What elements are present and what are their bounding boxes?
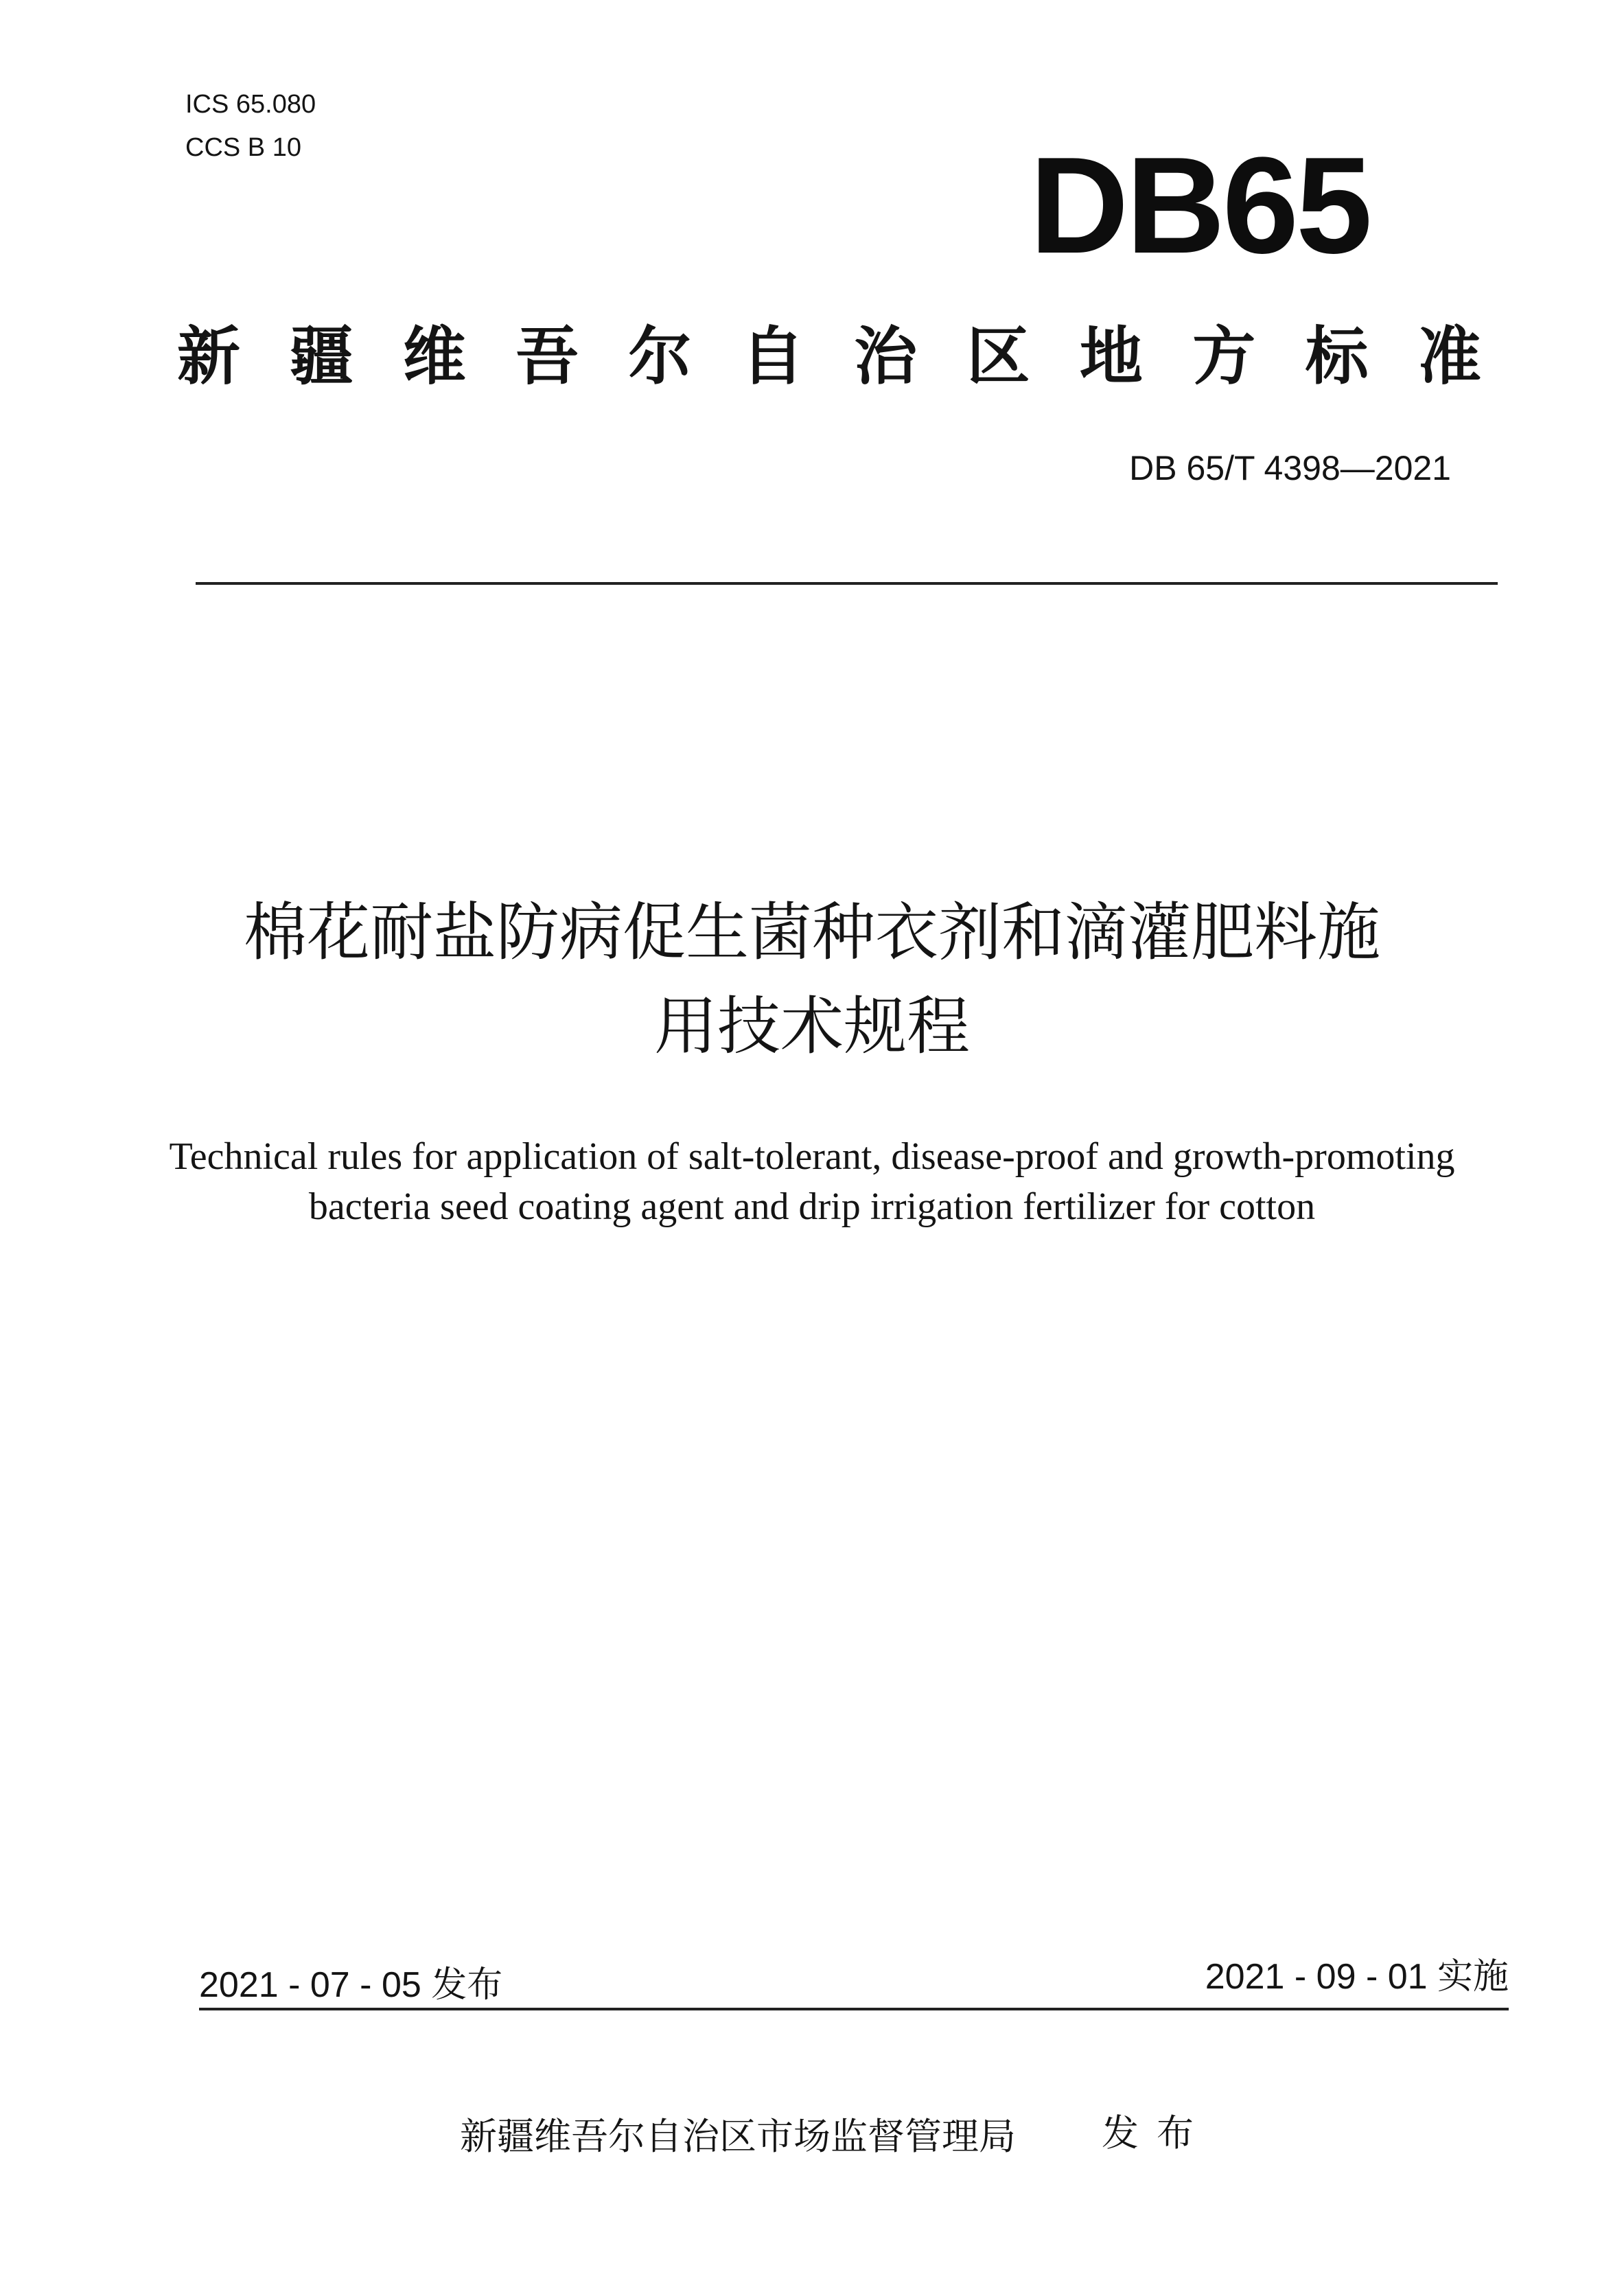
ics-code: ICS 65.080 [185,90,316,119]
english-title-line-1: Technical rules for application of salt-tolerant, disease-proof and growth-promoting [169,1135,1455,1178]
chinese-title-line-1: 棉花耐盐防病促生菌种衣剂和滴灌肥料施 [243,896,1380,969]
category-char: 标 [1305,320,1369,393]
implementation-date: 2021 - 09 - 01 实施 [1205,1957,1509,1997]
bottom-divider [199,2008,1509,2010]
standard-number: DB 65/T 4398—2021 [1129,449,1451,487]
english-title-line-2: bacteria seed coating agent and drip irrigation fertilizer for cotton [308,1185,1316,1228]
ccs-code: CCS B 10 [185,133,301,162]
category-char: 地 [1079,320,1143,393]
category-char: 尔 [628,320,692,393]
publisher-name: 新疆维吾尔自治区市场监督管理局 [460,2115,1016,2158]
category-char: 方 [1192,320,1256,393]
category-char: 治 [854,320,918,393]
category-char: 疆 [290,320,353,393]
issue-date: 2021 - 07 - 05 发布 [199,1965,503,2005]
standard-category-title [177,319,1481,395]
category-char: 区 [966,320,1030,393]
chinese-title-line-2: 用技术规程 [653,990,970,1063]
category-char: 自 [741,320,804,393]
category-char: 准 [1417,320,1481,393]
publish-label: 发布 [1102,2111,1211,2155]
category-char: 维 [402,320,466,393]
top-divider [196,582,1498,585]
db65-logo: DB65 [1030,129,1370,282]
category-char: 新 [177,320,241,393]
category-char: 吾 [515,320,579,393]
